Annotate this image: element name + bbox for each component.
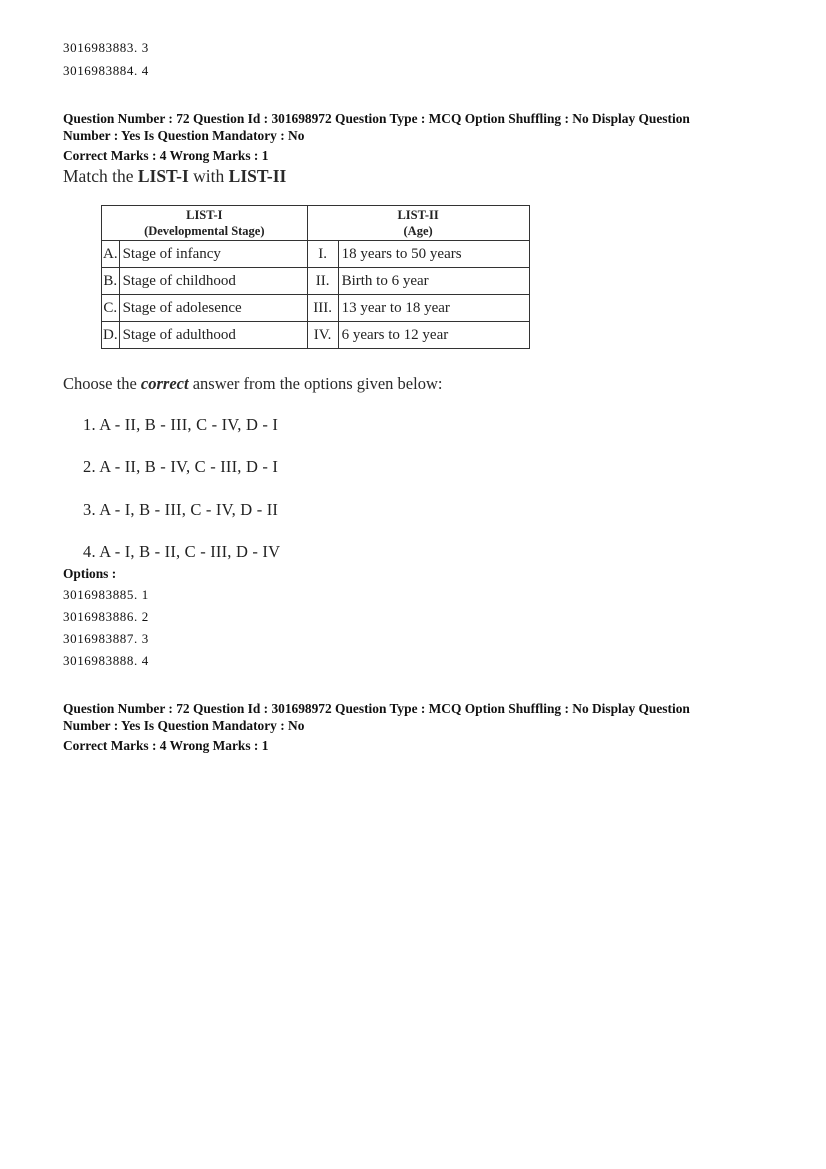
list2-header bbox=[307, 206, 529, 241]
table-row bbox=[102, 295, 530, 322]
row-key: D. bbox=[102, 322, 120, 349]
table-row bbox=[102, 268, 530, 295]
row-age: Birth to 6 year bbox=[338, 268, 529, 295]
answer-choice-2: 2. A - II, B - IV, C - III, D - I bbox=[83, 457, 279, 476]
options-label: Options : bbox=[63, 566, 117, 581]
row-roman: I. bbox=[307, 241, 338, 268]
row-stage: Stage of adolesence bbox=[119, 295, 307, 322]
option-1: 3016983885. 1 bbox=[63, 587, 149, 602]
row-age: 13 year to 18 year bbox=[338, 295, 529, 322]
prompt-pre: Match the bbox=[63, 166, 138, 186]
row-stage: Stage of infancy bbox=[119, 241, 307, 268]
row-key: A. bbox=[102, 241, 120, 268]
row-key: C. bbox=[102, 295, 120, 322]
next-question-meta-line1: Question Number : 72 Question Id : 301698972 Question Type : MCQ Option Shuffling : No Display Question bbox=[63, 701, 690, 716]
list1-header bbox=[102, 206, 308, 241]
option-3: 3016983887. 3 bbox=[63, 631, 149, 646]
row-roman: III. bbox=[307, 295, 338, 322]
row-stage: Stage of childhood bbox=[119, 268, 307, 295]
answer-choice-3: 3. A - I, B - III, C - IV, D - II bbox=[83, 500, 279, 519]
next-question-meta-line2: Number : Yes Is Question Mandatory : No bbox=[63, 718, 305, 733]
choose-instruction bbox=[63, 374, 442, 394]
next-question-marks: Correct Marks : 4 Wrong Marks : 1 bbox=[63, 738, 269, 753]
list1-title: LIST-I bbox=[186, 208, 223, 222]
list2-subtitle: (Age) bbox=[403, 224, 433, 238]
choose-post: answer from the options given below: bbox=[188, 374, 443, 393]
prompt-list1: LIST-I bbox=[137, 166, 189, 186]
row-stage: Stage of adulthood bbox=[119, 322, 307, 349]
next-question-meta bbox=[63, 700, 763, 754]
question-prompt bbox=[63, 166, 286, 187]
list1-subtitle: (Developmental Stage) bbox=[144, 224, 265, 238]
list2-title: LIST-II bbox=[397, 208, 439, 222]
choose-emphasis: correct bbox=[140, 374, 189, 393]
choose-pre: Choose the bbox=[63, 374, 141, 393]
row-roman: II. bbox=[307, 268, 338, 295]
table-row bbox=[102, 322, 530, 349]
row-age: 18 years to 50 years bbox=[338, 241, 529, 268]
row-key: B. bbox=[102, 268, 120, 295]
option-4: 3016983888. 4 bbox=[63, 653, 149, 668]
question-meta bbox=[63, 110, 763, 164]
table-row bbox=[102, 241, 530, 268]
match-table bbox=[101, 205, 530, 349]
prompt-list2: LIST-II bbox=[228, 166, 287, 186]
answer-choice-4: 4. A - I, B - II, C - III, D - IV bbox=[83, 542, 281, 561]
prev-option-4: 3016983884. 4 bbox=[63, 63, 149, 78]
row-roman: IV. bbox=[307, 322, 338, 349]
prompt-mid: with bbox=[188, 166, 229, 186]
question-meta-line1: Question Number : 72 Question Id : 301698972 Question Type : MCQ Option Shuffling : No Display Question bbox=[63, 111, 690, 126]
answer-choice-1: 1. A - II, B - III, C - IV, D - I bbox=[83, 415, 279, 434]
match-table-header bbox=[102, 206, 530, 241]
option-2: 3016983886. 2 bbox=[63, 609, 149, 624]
question-meta-line2: Number : Yes Is Question Mandatory : No bbox=[63, 128, 305, 143]
row-age: 6 years to 12 year bbox=[338, 322, 529, 349]
prev-option-3: 3016983883. 3 bbox=[63, 40, 149, 55]
question-marks: Correct Marks : 4 Wrong Marks : 1 bbox=[63, 148, 269, 163]
